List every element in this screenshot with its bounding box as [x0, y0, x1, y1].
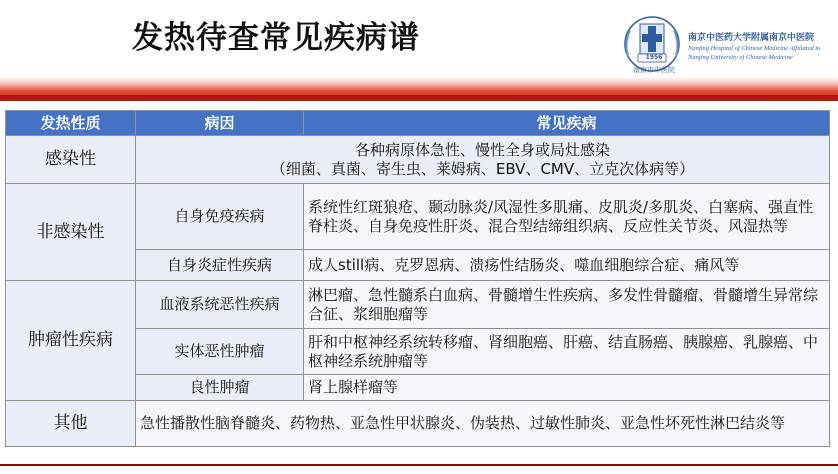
category-tumor: 肿瘤性疾病 — [6, 281, 136, 401]
hospital-logo — [618, 14, 836, 78]
diseases-autoimmune: 系统性红斑狼疮、颞动脉炎/风湿性多肌痛、皮肌炎/多肌炎、白塞病、强直性脊柱炎、自身免疫性肝炎、混合型结缔组织病、反应性关节炎、风湿热等 — [304, 184, 830, 250]
diseases-hematologic: 淋巴瘤、急性髓系白血病、骨髓增生性疾病、多发性骨髓瘤、骨髓增生异常综合征、浆细胞瘤等 — [304, 281, 830, 329]
cause-autoimmune: 自身免疫疾病 — [136, 184, 304, 250]
infection-diseases — [136, 136, 830, 184]
category-infection: 感染性 — [6, 136, 136, 184]
category-non-infection: 非感染性 — [6, 184, 136, 281]
header-nature: 发热性质 — [6, 111, 136, 136]
fever-disease-table — [5, 110, 830, 447]
logo-name-cn: 南京中医药大学附属南京中医院 — [688, 33, 815, 43]
table-row — [6, 401, 830, 447]
logo-seal-text: 南京市中医院 — [633, 66, 675, 74]
logo-name-en-1: Nanjing Hospital of Chinese Medicine Affiliated to — [688, 45, 821, 52]
logo-year: 1956 — [645, 54, 663, 61]
cause-autoinflammatory: 自身炎症性疾病 — [136, 250, 304, 281]
diseases-benign: 肾上腺样瘤等 — [304, 375, 830, 401]
page-title: 发热待查常见疾病谱 — [132, 20, 420, 56]
table-row — [6, 281, 830, 329]
header-cause: 病因 — [136, 111, 304, 136]
header-diseases: 常见疾病 — [304, 111, 830, 136]
diseases-autoinflammatory: 成人still病、克罗恩病、溃疡性结肠炎、噬血细胞综合症、痛风等 — [304, 250, 830, 281]
cause-solid-tumor: 实体恶性肿瘤 — [136, 329, 304, 375]
footer-strip — [0, 467, 838, 474]
header-banner-shadow — [0, 95, 838, 101]
logo-name-en-2: Nanjing University of Chinese Medicine — [688, 54, 793, 61]
footer-divider — [0, 464, 838, 466]
infection-line-2: （细菌、真菌、寄生虫、莱姆病、EBV、CMV、立克次体病等） — [270, 159, 695, 178]
table-row — [6, 184, 830, 250]
diseases-solid-tumor: 肝和中枢神经系统转移瘤、肾细胞癌、肝癌、结直肠癌、胰腺癌、乳腺癌、中枢神经系统肿瘤等 — [304, 329, 830, 375]
table-row — [6, 136, 830, 184]
diseases-other: 急性播散性脑脊髓炎、药物热、亚急性甲状腺炎、伪装热、过敏性肺炎、亚急性坏死性淋巴结炎等 — [136, 401, 830, 447]
table-header-row — [6, 111, 830, 136]
cause-hematologic: 血液系统恶性疾病 — [136, 281, 304, 329]
cause-benign: 良性肿瘤 — [136, 375, 304, 401]
category-other: 其他 — [6, 401, 136, 447]
infection-line-1: 各种病原体急性、慢性全身或局灶感染 — [354, 140, 610, 159]
